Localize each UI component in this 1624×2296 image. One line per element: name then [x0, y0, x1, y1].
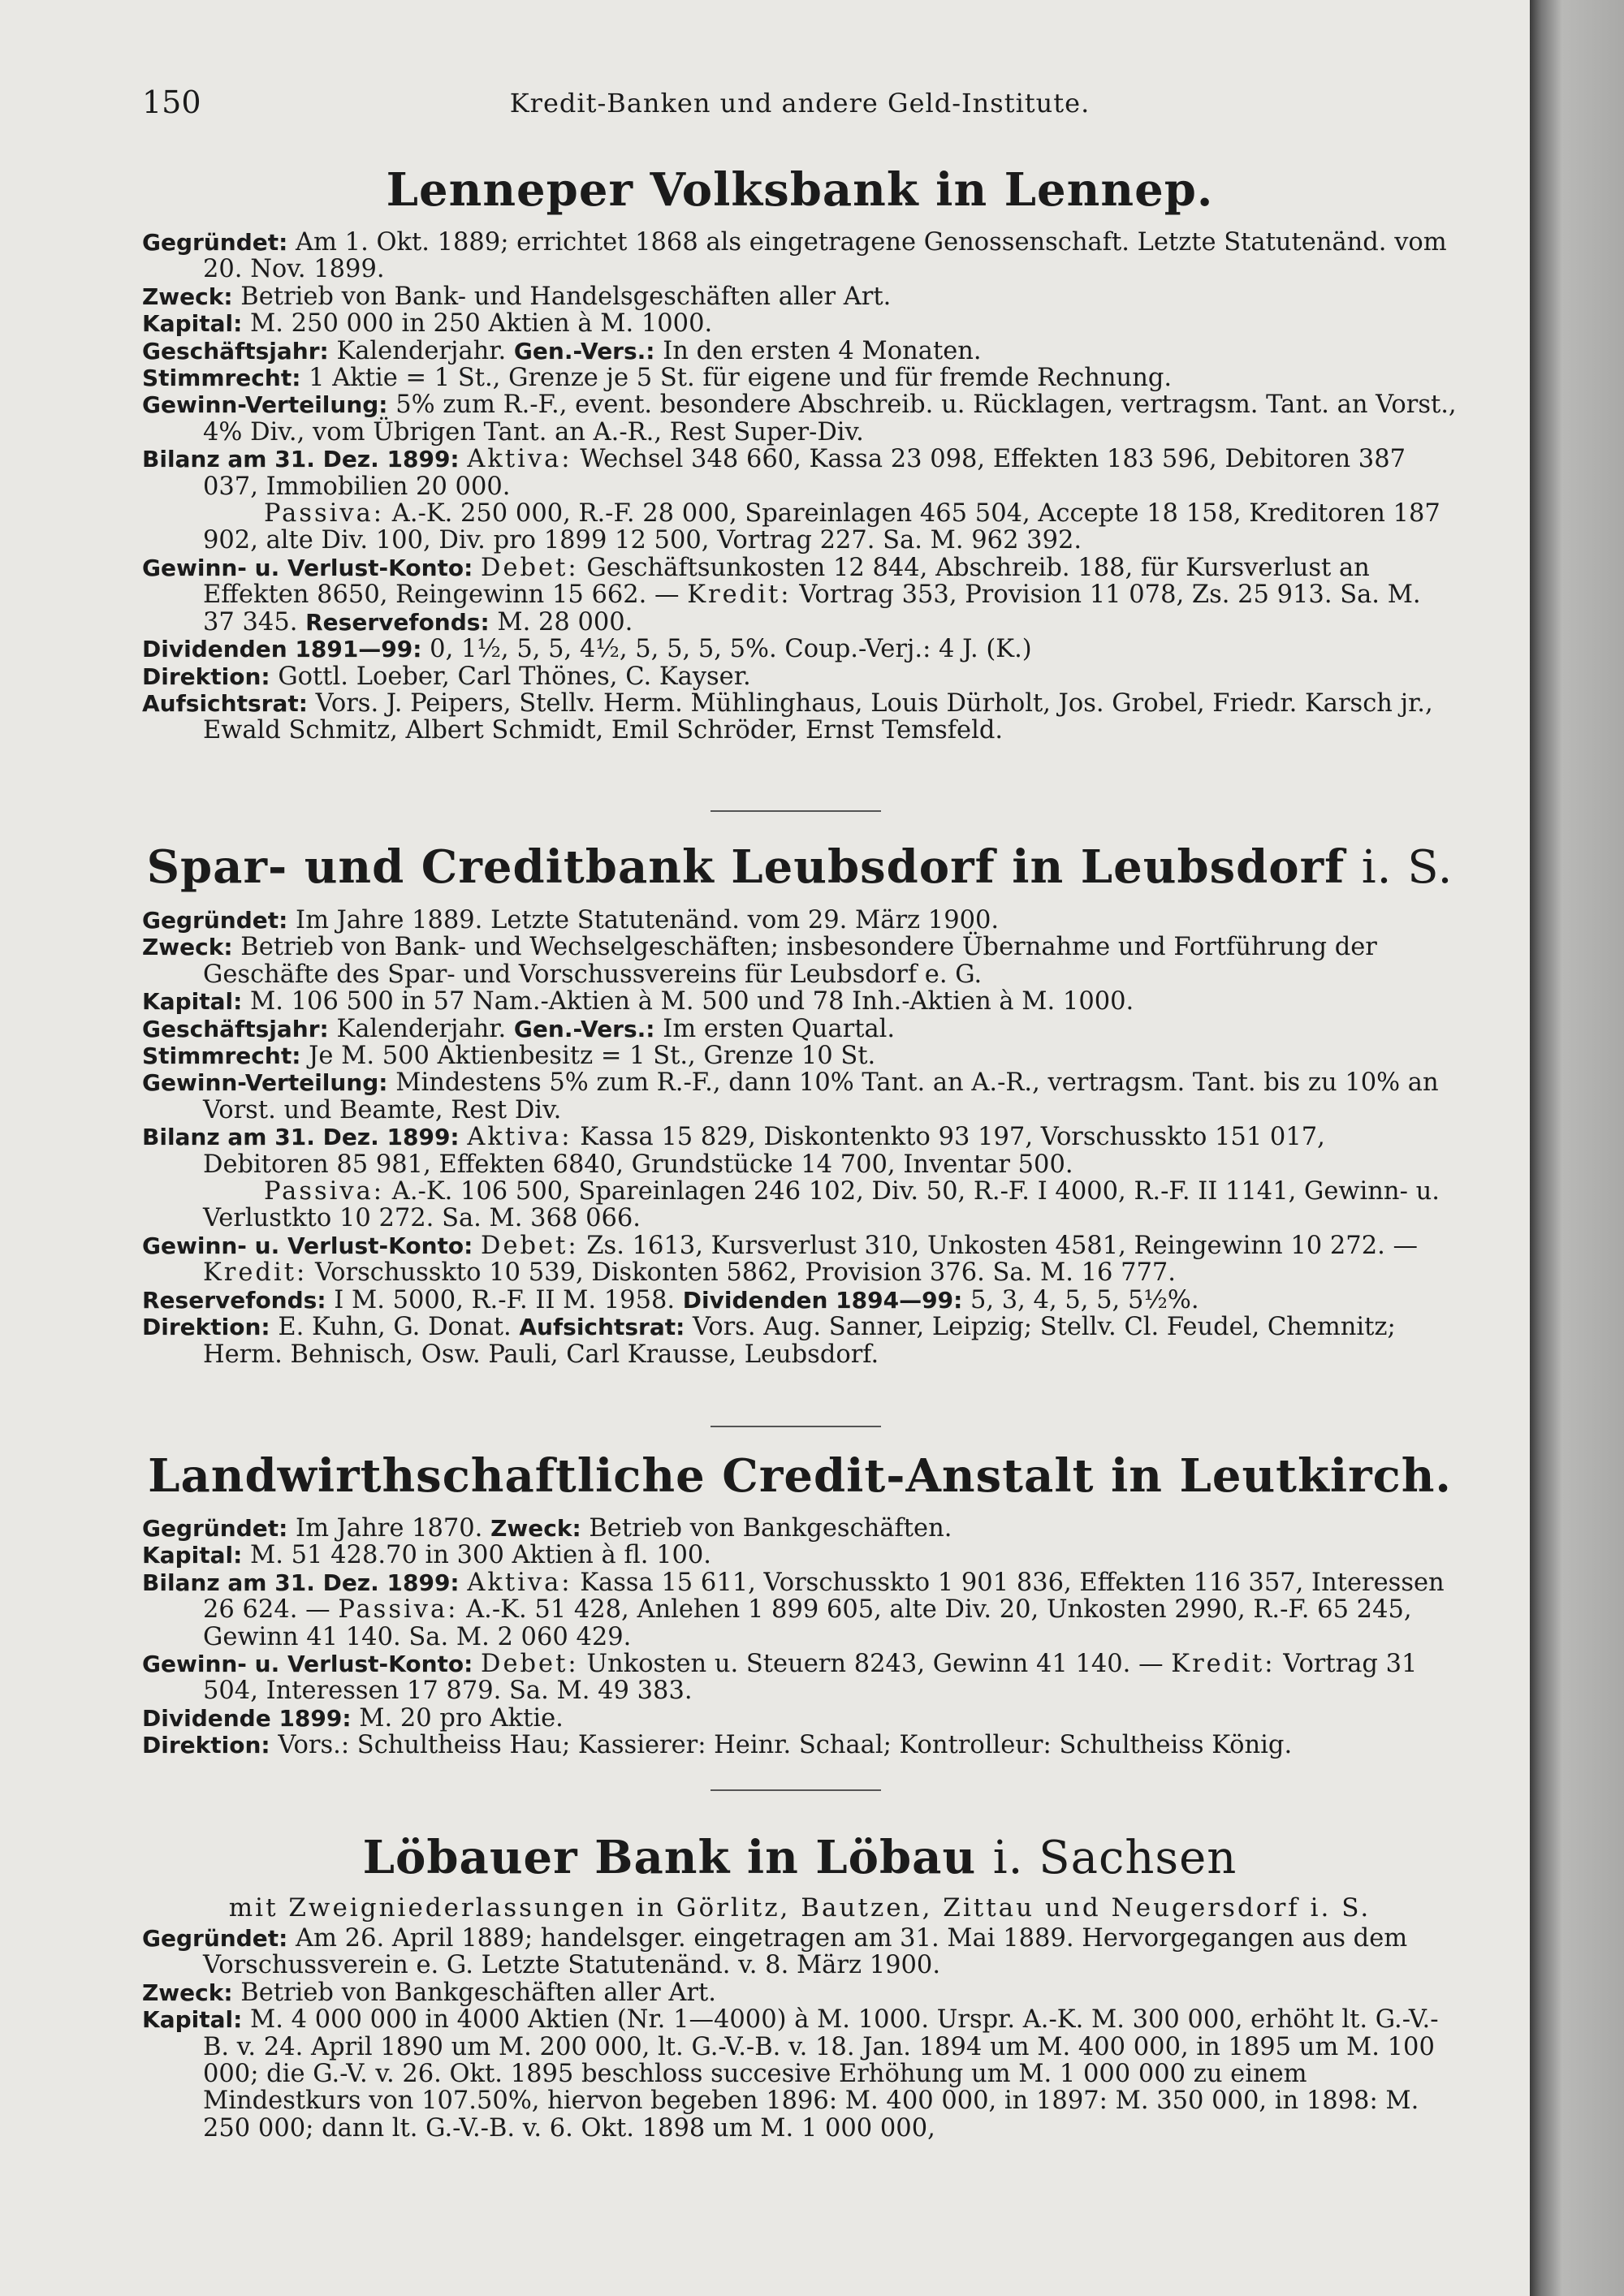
entry-loebauer-bank [142, 1827, 1458, 2142]
label: Dividenden 1894—99: [682, 1286, 963, 1314]
label: Gegründet: [142, 1925, 288, 1952]
sublabel: Aktiva: [467, 1123, 572, 1152]
zweck-line [142, 1979, 1458, 2006]
label: Zweck: [142, 934, 233, 961]
label: Gegründet: [142, 1515, 288, 1542]
label: Gen.-Vers.: [513, 1015, 655, 1042]
reservefonds-line [142, 1287, 1458, 1314]
direktion-line [142, 663, 1458, 690]
gegruendet-line [142, 907, 1458, 934]
section-title [142, 836, 1458, 899]
sublabel: Kredit: [687, 580, 792, 610]
value: Vors. Aug. Sanner, Leipzig; Stellv. Cl. Feudel, Chemnitz; Herm. Behnisch, Osw. Pauli, Carl Krausse, Leubsdorf. [203, 1313, 1396, 1369]
value: 5% zum R.-F., event. besondere Abschreib. u. Rücklagen, vertragsm. Tant. an Vorst., 4% Div., vom Übrigen Tant. an A.-R., Rest Super-Div. [203, 391, 1457, 447]
direktion-line [142, 1314, 1458, 1368]
label: Kapital: [142, 1542, 243, 1569]
value: M. 250 000 in 250 Aktien à M. 1000. [250, 309, 713, 339]
bilanz-line [142, 1569, 1458, 1651]
label: Reservefonds: [305, 608, 490, 636]
value: Kalenderjahr. [336, 1014, 507, 1043]
label: Gewinn- u. Verlust-Konto: [142, 1232, 473, 1259]
page-number: 150 [142, 84, 201, 120]
section-title: Landwirthschaftliche Credit-Anstalt in Leutkirch. [148, 1449, 1452, 1503]
value: M. 4 000 000 in 4000 Aktien (Nr. 1—4000) à M. 1000. Urspr. A.-K. M. 300 000, erhöht lt. G.-V.-B. v. 24. April 1890 um M. 200 000, lt. G.-V.-B. v. 18. Jan. 1894 um M. 400 000, in 1895 um M. 100 000; die G.-V. v. 26. Okt. 1895 beschloss succesive Erhöhung um M. 1 000 000 zu einem Mindestkurs von 107.50%, hiervon begeben 1896: M. 400 000, in 1897: M. 350 000, in 1898: M. 250 000; dann lt. G.-V.-B. v. 6. Okt. 1898 um M. 1 000 000, [203, 2005, 1439, 2143]
label: Bilanz am 31. Dez. 1899: [142, 1124, 460, 1151]
bilanz-aktiva-line [142, 446, 1458, 500]
label: Aufsichtsrat: [519, 1314, 685, 1341]
label: Geschäftsjahr: [142, 1015, 329, 1042]
kapital-line [142, 1542, 1458, 1569]
label: Gewinn-Verteilung: [142, 1069, 388, 1097]
entry-leutkirch-credit-anstalt [142, 1445, 1458, 1759]
kapital-line [142, 988, 1458, 1015]
kapital-line [142, 310, 1458, 337]
label: Gen.-Vers.: [513, 337, 655, 365]
section-title: Lenneper Volksbank in Lennep. [386, 163, 1214, 217]
sublabel: Kredit: [203, 1258, 308, 1288]
title-main: Spar- und Creditbank Leubsdorf in Leubsdorf [146, 840, 1345, 894]
label: Stimmrecht: [142, 1042, 301, 1070]
gegruendet-line [142, 1925, 1458, 1979]
value: 1 Aktie = 1 St., Grenze je 5 St. für eigene und für fremde Rechnung. [309, 364, 1173, 393]
sublabel: Debet: [481, 1650, 579, 1679]
value: Im Jahre 1870. [296, 1514, 483, 1543]
section-title [142, 1827, 1458, 1889]
section-divider [710, 1426, 881, 1427]
value: Wechsel 348 660, Kassa 23 098, Effekten 183 596, Debitoren 387 037, Immobilien 20 000. [203, 445, 1406, 501]
gegruendet-line [142, 1515, 1458, 1542]
title-suffix: i. Sachsen [992, 1832, 1237, 1884]
label: Gegründet: [142, 907, 288, 934]
value: A.-K. 51 428, Anlehen 1 899 605, alte Div. 20, Unkosten 2990, R.-F. 65 245, Gewinn 41 140. Sa. M. 2 060 429. [203, 1595, 1412, 1651]
direktion-line [142, 1732, 1458, 1759]
sublabel: Debet: [481, 1231, 579, 1260]
kapital-line [142, 2006, 1458, 2142]
value: Vors. J. Peipers, Stellv. Herm. Mühlinghaus, Louis Dürholt, Jos. Grobel, Friedr. Karsch jr., Ewald Schmitz, Albert Schmidt, Emil Schröder, Ernst Temsfeld. [203, 688, 1433, 745]
sublabel: Debet: [481, 553, 579, 582]
guv-line [142, 1651, 1458, 1705]
label: Direktion: [142, 1732, 270, 1759]
label: Aufsichtsrat: [142, 689, 308, 717]
binding-edge [1530, 0, 1624, 2296]
sublabel: Aktiva: [467, 445, 572, 474]
geschaeftsjahr-line [142, 1016, 1458, 1042]
label: Direktion: [142, 1314, 270, 1341]
value: Gottl. Loeber, Carl Thönes, C. Kayser. [278, 662, 751, 691]
label: Gegründet: [142, 229, 288, 256]
label: Bilanz am 31. Dez. 1899: [142, 446, 460, 473]
value: Mindestens 5% zum R.-F., dann 10% Tant. an A.-R., vertragsm. Tant. bis zu 10% an Vorst. und Beamte, Rest Div. [203, 1068, 1439, 1124]
bilanz-passiva-line [142, 500, 1458, 555]
bilanz-passiva-line [142, 1178, 1458, 1232]
sublabel: Kredit: [1171, 1650, 1276, 1679]
gewinn-verteilung-line [142, 1069, 1458, 1124]
geschaeftsjahr-line [142, 338, 1458, 365]
value: I M. 5000, R.-F. II M. 1958. [334, 1285, 676, 1314]
zweck-line [142, 934, 1458, 988]
sublabel: Aktiva: [467, 1568, 572, 1597]
value: Kassa 15 611, Vorschusskto 1 901 836, Effekten 116 357, Interessen 26 624. — [203, 1568, 1445, 1625]
zweck-line [142, 283, 1458, 310]
value: Zs. 1613, Kursverlust 310, Unkosten 4581, Reingewinn 10 272. — [586, 1231, 1419, 1260]
value: 5, 3, 4, 5, 5, 5½%. [970, 1285, 1199, 1314]
gegruendet-line [142, 229, 1458, 283]
bilanz-aktiva-line [142, 1124, 1458, 1178]
label: Gewinn-Verteilung: [142, 391, 388, 419]
value: Vors.: Schultheiss Hau; Kassierer: Heinr. Schaal; Kontrolleur: Schultheiss König. [278, 1731, 1293, 1760]
guv-line [142, 555, 1458, 636]
dividenden-line [142, 636, 1458, 662]
dividende-line [142, 1705, 1458, 1732]
value: Betrieb von Bank- und Wechselgeschäften; insbesondere Übernahme und Fortführung der Geschäfte des Spar- und Vorschussvereins für Leubsdorf e. G. [203, 933, 1377, 989]
sublabel: Passiva: [264, 1177, 385, 1206]
label: Geschäftsjahr: [142, 337, 329, 365]
value: Vortrag 353, Provision 11 078, Zs. 25 913. Sa. M. 37 345. [203, 580, 1421, 637]
value: 0, 1½, 5, 5, 4½, 5, 5, 5, 5%. Coup.-Verj.: 4 J. (K.) [430, 635, 1032, 664]
title-main: Löbauer Bank in Löbau [362, 1831, 977, 1884]
value: M. 28 000. [497, 607, 633, 637]
value: Im ersten Quartal. [663, 1014, 896, 1043]
aufsichtsrat-line [142, 690, 1458, 744]
value: E. Kuhn, G. Donat. [278, 1313, 512, 1342]
running-title: Kredit-Banken und andere Geld-Institute. [509, 88, 1091, 119]
value: M. 106 500 in 57 Nam.-Aktien à M. 500 und 78 Inh.-Aktien à M. 1000. [250, 987, 1134, 1016]
value: Am 26. April 1889; handelsger. eingetragen am 31. Mai 1889. Hervorgegangen aus dem Vorschussverein e. G. Letzte Statutenänd. v. 8. März 1900. [203, 1924, 1408, 1980]
label: Gewinn- u. Verlust-Konto: [142, 554, 473, 581]
stimmrecht-line [142, 1042, 1458, 1069]
title-suffix: i. S. [1361, 841, 1453, 894]
gewinn-verteilung-line [142, 391, 1458, 446]
value: A.-K. 106 500, Spareinlagen 246 102, Div. 50, R.-F. I 4000, R.-F. II 1141, Gewinn- u. Verlustkto 10 272. Sa. M. 368 066. [203, 1177, 1440, 1233]
label: Zweck: [490, 1515, 581, 1542]
value: Unkosten u. Steuern 8243, Gewinn 41 140. — [586, 1650, 1164, 1679]
value: Kalenderjahr. [336, 336, 507, 365]
label: Kapital: [142, 310, 243, 338]
value: Je M. 500 Aktienbesitz = 1 St., Grenze 10 St. [309, 1042, 876, 1071]
value: Betrieb von Bankgeschäften aller Art. [240, 1978, 716, 2007]
label: Dividende 1899: [142, 1704, 352, 1732]
entry-lenneper-volksbank [142, 159, 1458, 744]
stimmrecht-line [142, 365, 1458, 391]
label: Stimmrecht: [142, 365, 301, 392]
value: Vorschusskto 10 539, Diskonten 5862, Provision 376. Sa. M. 16 777. [314, 1258, 1177, 1288]
value: Kassa 15 829, Diskontenkto 93 197, Vorschusskto 151 017, Debitoren 85 981, Effekten 6840, Grundstücke 14 700, Inventar 500. [203, 1123, 1325, 1179]
value: Vortrag 31 504, Interessen 17 879. Sa. M. 49 383. [203, 1650, 1418, 1706]
running-header [142, 84, 1458, 125]
sublabel: Passiva: [338, 1595, 459, 1625]
value: M. 20 pro Aktie. [359, 1703, 564, 1733]
section-subtitle: mit Zweigniederlassungen in Görlitz, Bautzen, Zittau und Neugersdorf i. S. [228, 1893, 1371, 1923]
value: Geschäftsunkosten 12 844, Abschreib. 188, für Kursverlust an Effekten 8650, Reingewinn 15 662. — [203, 553, 1370, 610]
label: Dividenden 1891—99: [142, 636, 422, 663]
value: Im Jahre 1889. Letzte Statutenänd. vom 29. März 1900. [296, 906, 1000, 934]
guv-line [142, 1232, 1458, 1287]
label: Reservefonds: [142, 1286, 326, 1314]
value: A.-K. 250 000, R.-F. 28 000, Spareinlagen 465 504, Accepte 18 158, Kreditoren 187 902, alte Div. 100, Div. pro 1899 12 500, Vortrag 227. Sa. M. 962 392. [203, 499, 1440, 555]
value: M. 51 428.70 in 300 Aktien à fl. 100. [250, 1541, 711, 1570]
sublabel: Passiva: [264, 499, 385, 529]
entry-leubsdorf-creditbank [142, 836, 1458, 1368]
label: Bilanz am 31. Dez. 1899: [142, 1569, 460, 1596]
value: In den ersten 4 Monaten. [663, 336, 982, 365]
label: Zweck: [142, 283, 233, 310]
section-divider [710, 810, 881, 812]
value: Am 1. Okt. 1889; errichtet 1868 als eingetragene Genossenschaft. Letzte Statutenänd. vom 20. Nov. 1899. [203, 228, 1447, 284]
label: Gewinn- u. Verlust-Konto: [142, 1651, 473, 1678]
value: Betrieb von Bankgeschäften. [589, 1514, 952, 1543]
label: Direktion: [142, 662, 270, 690]
section-divider [710, 1789, 881, 1791]
value: Betrieb von Bank- und Handelsgeschäften aller Art. [240, 282, 892, 311]
label: Zweck: [142, 1979, 233, 2006]
label: Kapital: [142, 988, 243, 1016]
label: Kapital: [142, 2006, 243, 2034]
